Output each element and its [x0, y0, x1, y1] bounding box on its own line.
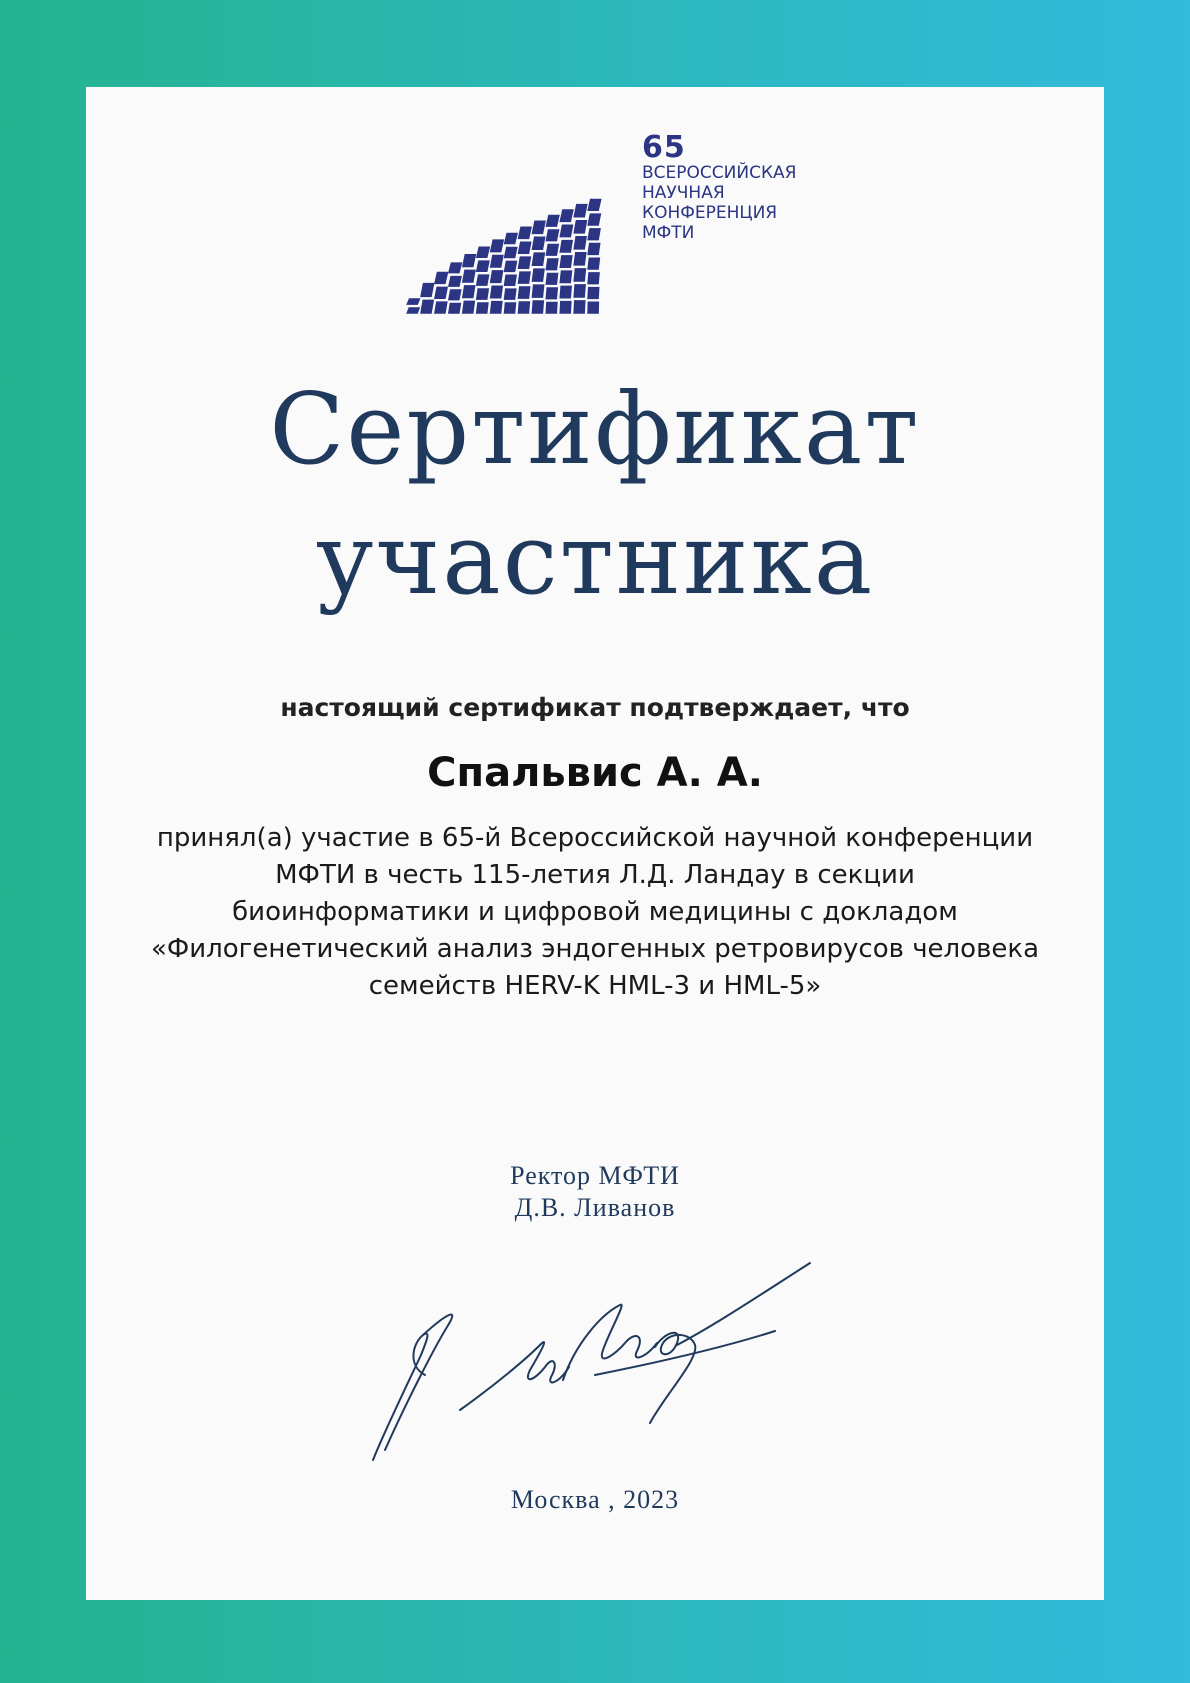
- logo-grid-cell: [448, 289, 462, 300]
- logo-grid-cell: [532, 252, 546, 266]
- logo-grid-cell: [545, 273, 558, 285]
- logo-grid-cell: [559, 286, 572, 299]
- handwritten-signature-icon: [365, 1235, 835, 1475]
- logo-grid-cell: [504, 275, 517, 286]
- logo-grid-cell: [406, 307, 420, 314]
- logo-grid-cell: [462, 270, 476, 283]
- logo-grid-cell: [545, 287, 558, 299]
- logo-grid-cell: [559, 225, 573, 238]
- logo-grid-cell: [448, 262, 462, 273]
- logo-grid-cell: [532, 268, 545, 282]
- logo-grid-cell: [587, 199, 601, 211]
- place-and-year: Москва , 2023: [510, 1485, 680, 1514]
- logo-grid-cell: [462, 285, 476, 298]
- logo-line: МФТИ: [642, 223, 695, 243]
- logo-line: НАУЧНАЯ: [642, 183, 725, 203]
- logo-grid-cell: [490, 301, 503, 314]
- signatory-name: Д.В. Ливанов: [514, 1193, 676, 1222]
- logo-grid-cell: [573, 284, 586, 298]
- logo-grid-cell: [559, 270, 572, 283]
- logo-grid-cell: [490, 239, 504, 252]
- logo-number: 65: [642, 130, 686, 165]
- logo-grid-cell: [587, 302, 599, 314]
- logo-grid-cell: [504, 302, 517, 313]
- logo-grid-cell: [504, 261, 518, 272]
- logo-grid-cell: [448, 303, 461, 314]
- logo-grid-cell: [545, 258, 558, 270]
- logo-grid-cell: [490, 285, 503, 298]
- logo-grid-cell: [573, 268, 586, 282]
- logo-grid-cell: [476, 302, 489, 314]
- logo-grid-cell: [504, 288, 517, 299]
- certificate-title-line-1: Сертификат: [269, 373, 921, 487]
- logo-grid-cell: [518, 256, 532, 269]
- logo-grid-cell: [518, 227, 532, 240]
- logo-grid-cell: [518, 286, 531, 299]
- logo-grid-cell: [490, 270, 504, 283]
- logo-grid-cell: [476, 274, 490, 286]
- logo-grid-cell: [573, 236, 587, 250]
- logo-line: КОНФЕРЕНЦИЯ: [642, 203, 778, 223]
- logo-grid-cell: [476, 260, 490, 272]
- description-line: биоинформатики и цифровой медицины с докладом: [232, 897, 958, 927]
- recipient-name: Спальвис А. А.: [427, 750, 763, 796]
- logo-grid-cell: [587, 257, 600, 269]
- logo-grid-cell: [587, 287, 599, 299]
- logo-grid-cell: [434, 301, 448, 313]
- logo-grid-cell: [573, 300, 585, 314]
- logo-grid-cell: [518, 241, 532, 254]
- signatory-position: Ректор МФТИ: [510, 1161, 680, 1190]
- description-line: «Филогенетический анализ эндогенных ретровирусов человека: [150, 934, 1040, 964]
- logo-grid-cell: [545, 244, 559, 256]
- logo-grid-cell: [545, 229, 559, 241]
- logo-grid-cell: [406, 298, 420, 305]
- logo-grid-cell: [476, 246, 490, 258]
- logo-grid-cell: [587, 228, 601, 240]
- description-line: принял(а) участие в 65-й Всероссийской научной конференции: [156, 823, 1034, 853]
- logo-grid-cell: [490, 255, 504, 268]
- logo-grid-cell: [573, 252, 586, 266]
- signatory-block: [0, 1160, 1190, 1224]
- logo-grid-cell: [462, 254, 476, 267]
- logo-grid-cell: [573, 204, 587, 218]
- logo-grid-cell: [434, 287, 448, 299]
- logo-grid-cell: [532, 236, 546, 250]
- description-line: МФТИ в честь 115-летия Л.Д. Ландау в секции: [275, 860, 915, 890]
- participation-description: [0, 820, 1190, 1005]
- logo-grid-cell: [559, 240, 573, 253]
- logo-grid-cell: [532, 300, 545, 314]
- logo-grid-cell: [587, 272, 600, 284]
- logo-grid-cell: [476, 288, 489, 300]
- logo-grid-cell: [559, 255, 572, 268]
- logo-grid-cell: [545, 215, 559, 227]
- certificate-title-line-2: участника: [315, 503, 875, 617]
- description-line: семейств HERV-K HML-3 и HML-5»: [368, 971, 822, 1001]
- logo-grid-cell: [573, 220, 587, 234]
- logo-line: ВСЕРОССИЙСКАЯ: [642, 163, 797, 183]
- logo-grid-cell: [532, 221, 546, 235]
- logo-text: [642, 163, 796, 243]
- logo-grid-cell: [587, 213, 601, 225]
- logo-grid-cell: [559, 301, 571, 314]
- logo-grid-cell: [518, 301, 531, 314]
- confirmation-text: настоящий сертификат подтверждает, что: [280, 693, 910, 722]
- logo-grid-cell: [532, 284, 545, 298]
- logo-grid-cell: [518, 271, 531, 284]
- logo-grid-cell: [448, 276, 462, 287]
- logo-grid-cell: [434, 272, 448, 284]
- logo-grid-cell: [462, 301, 475, 314]
- logo-grid-cell: [545, 302, 557, 314]
- logo-grid-cell: [504, 247, 518, 258]
- logo-grid-cell: [420, 300, 434, 314]
- logo-grid-cell: [504, 233, 518, 244]
- logo-grid-cell: [587, 243, 600, 255]
- logo-grid-cell: [559, 209, 573, 222]
- logo-grid-cell: [420, 283, 434, 297]
